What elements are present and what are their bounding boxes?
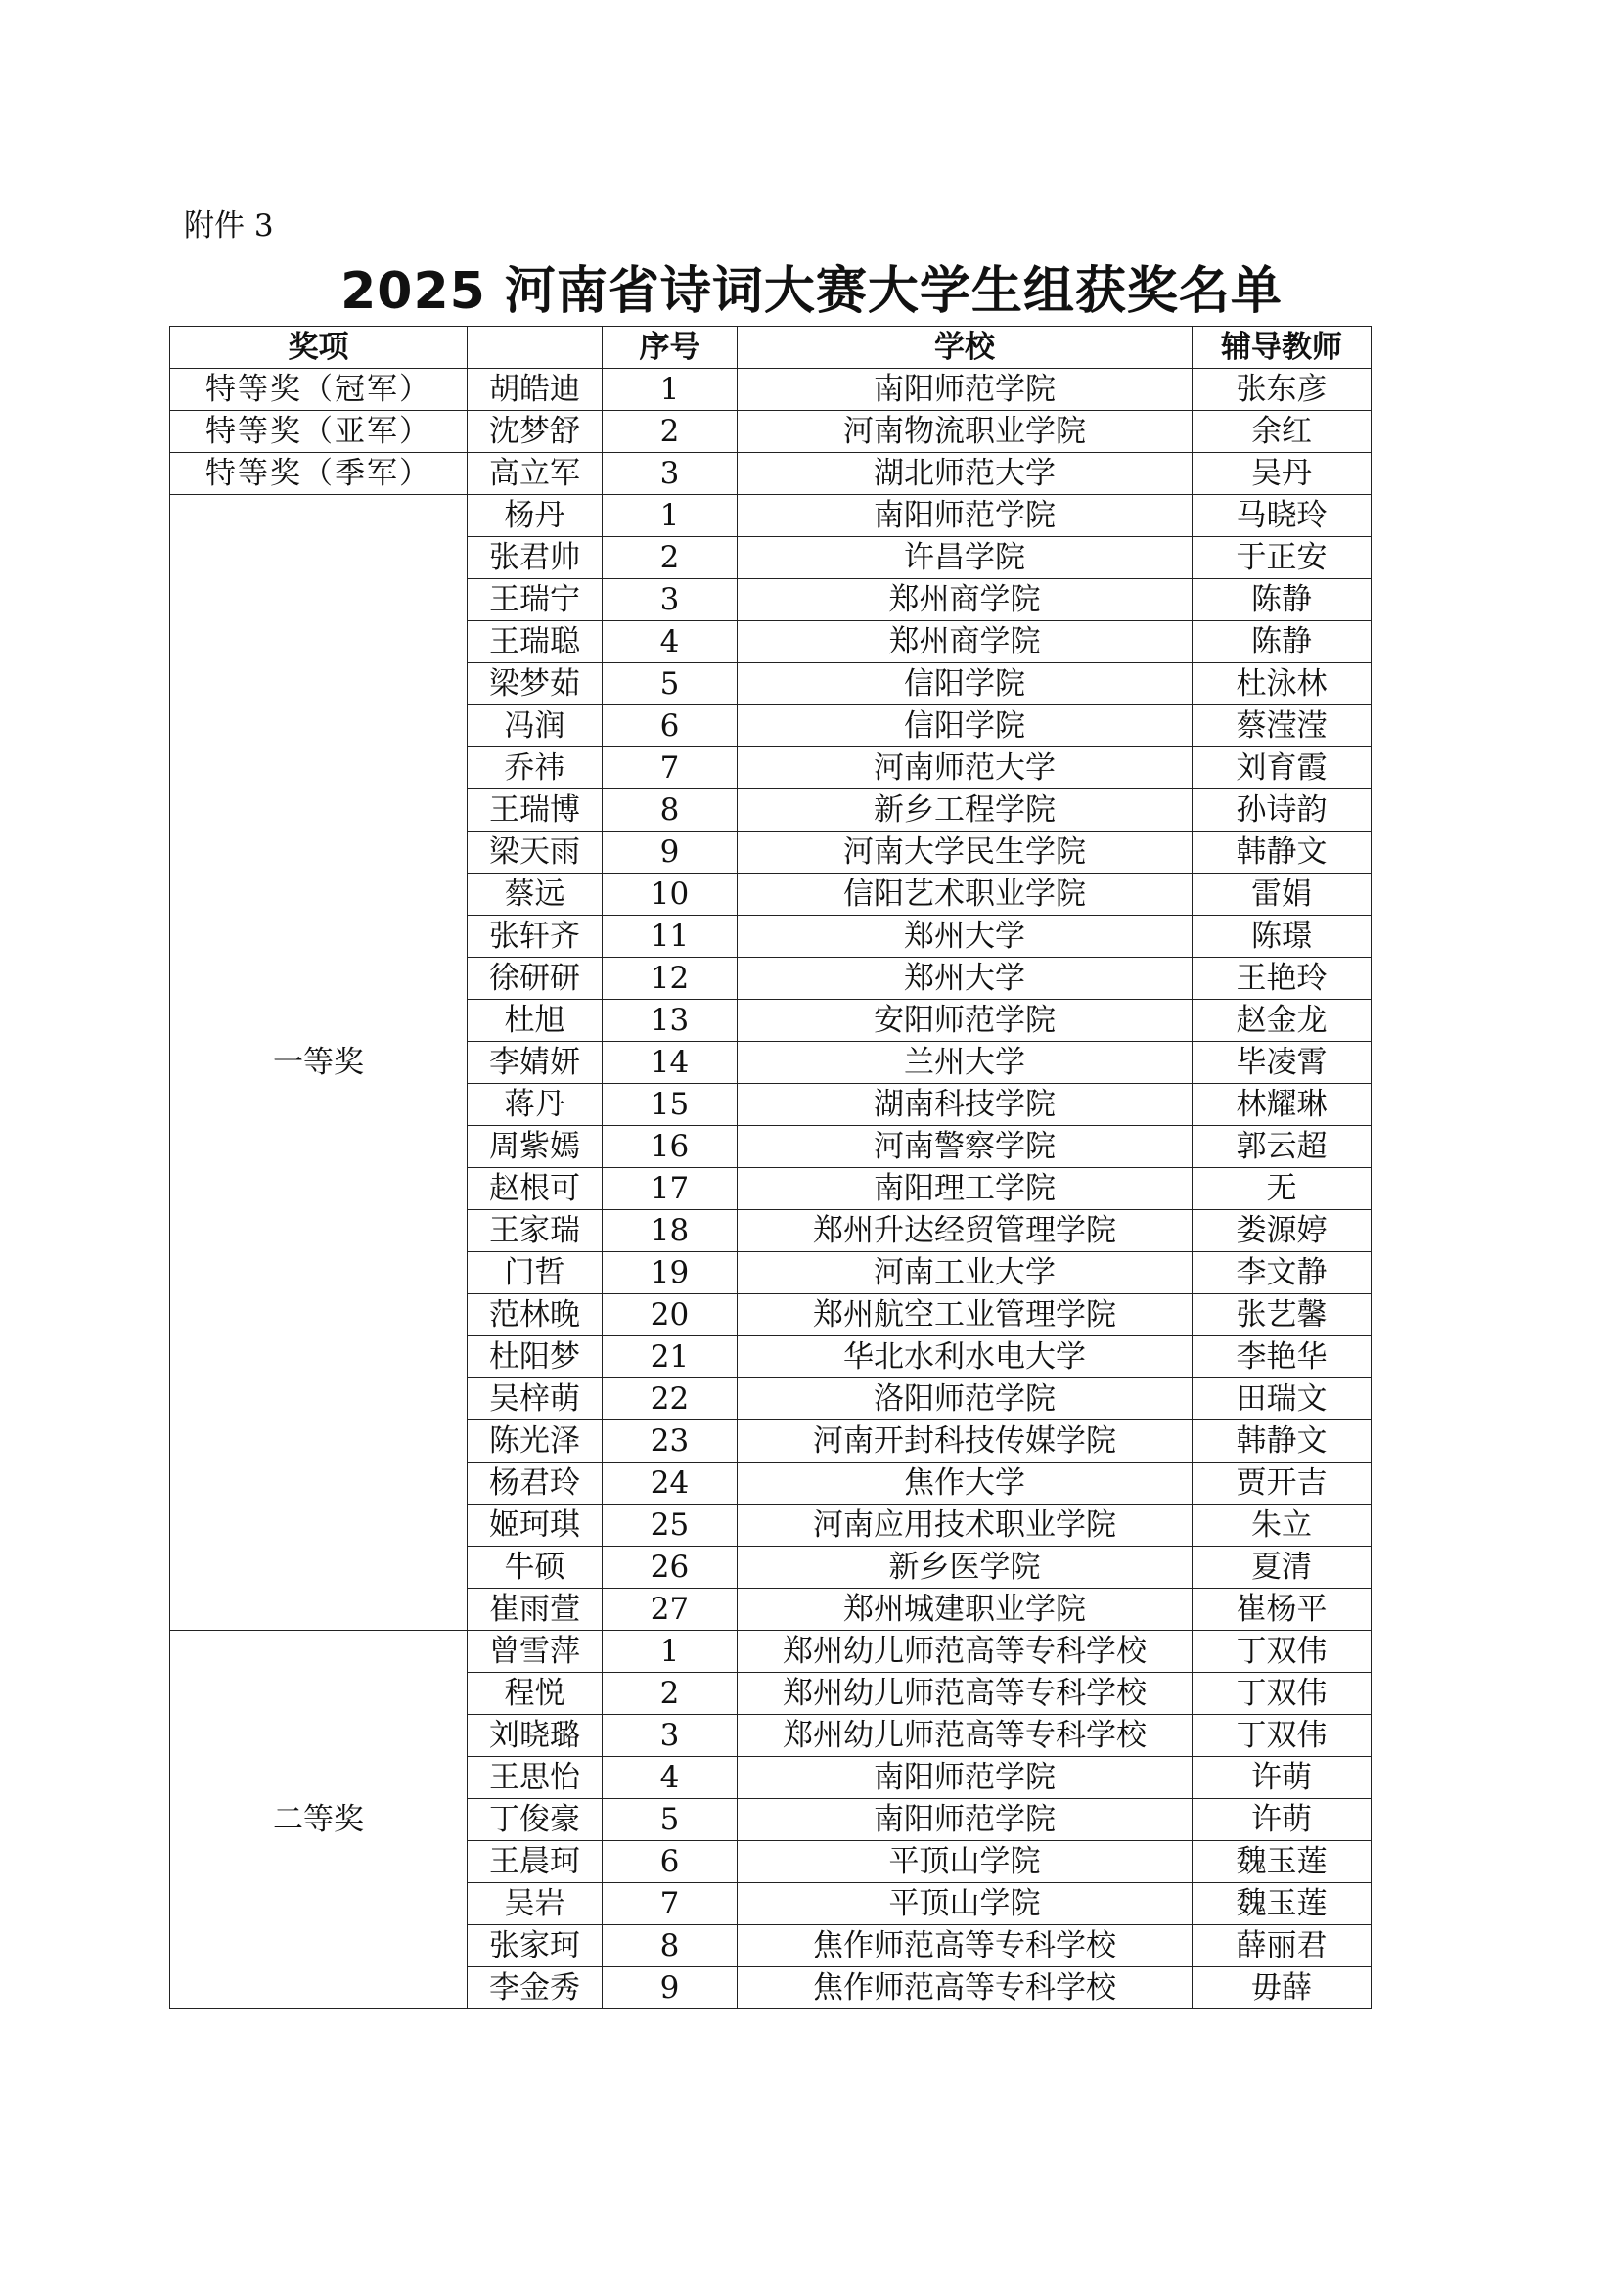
winner-name-cell: 蒋丹 [468, 1084, 603, 1126]
winner-name-cell: 赵根可 [468, 1168, 603, 1210]
award-cell: 二等奖 [170, 1631, 468, 2009]
teacher-cell: 丁双伟 [1193, 1715, 1372, 1757]
winner-name-cell: 蔡远 [468, 874, 603, 916]
winner-name-cell: 张家珂 [468, 1925, 603, 1967]
serial-number-cell: 1 [603, 1631, 738, 1673]
teacher-cell: 王艳玲 [1193, 958, 1372, 1000]
teacher-cell: 夏清 [1193, 1547, 1372, 1589]
serial-number-cell: 3 [603, 453, 738, 495]
winner-name-cell: 高立军 [468, 453, 603, 495]
serial-number-cell: 15 [603, 1084, 738, 1126]
table-row [170, 495, 1372, 537]
winner-name-cell: 王瑞聪 [468, 621, 603, 663]
serial-number-cell: 11 [603, 916, 738, 958]
school-cell: 郑州幼儿师范高等专科学校 [738, 1673, 1193, 1715]
serial-number-cell: 19 [603, 1252, 738, 1294]
school-cell: 安阳师范学院 [738, 1000, 1193, 1042]
school-cell: 郑州幼儿师范高等专科学校 [738, 1715, 1193, 1757]
teacher-cell: 丁双伟 [1193, 1631, 1372, 1673]
serial-number-cell: 4 [603, 1757, 738, 1799]
winner-name-cell: 崔雨萱 [468, 1589, 603, 1631]
serial-number-cell: 2 [603, 1673, 738, 1715]
school-cell: 焦作大学 [738, 1463, 1193, 1505]
awards-table [169, 326, 1372, 2009]
school-cell: 信阳艺术职业学院 [738, 874, 1193, 916]
table-body [170, 369, 1372, 2009]
school-cell: 河南师范大学 [738, 747, 1193, 789]
school-cell: 南阳师范学院 [738, 495, 1193, 537]
serial-number-cell: 2 [603, 537, 738, 579]
table-header-row [170, 327, 1372, 369]
teacher-cell: 韩静文 [1193, 1420, 1372, 1463]
teacher-cell: 林耀琳 [1193, 1084, 1372, 1126]
winner-name-cell: 杨君玲 [468, 1463, 603, 1505]
school-cell: 焦作师范高等专科学校 [738, 1925, 1193, 1967]
serial-number-cell: 6 [603, 705, 738, 747]
winner-name-cell: 杜阳梦 [468, 1336, 603, 1378]
serial-number-cell: 14 [603, 1042, 738, 1084]
teacher-cell: 贾开吉 [1193, 1463, 1372, 1505]
serial-number-cell: 8 [603, 789, 738, 832]
school-cell: 新乡医学院 [738, 1547, 1193, 1589]
winner-name-cell: 王瑞宁 [468, 579, 603, 621]
school-cell: 郑州升达经贸管理学院 [738, 1210, 1193, 1252]
serial-number-cell: 25 [603, 1505, 738, 1547]
school-cell: 平顶山学院 [738, 1883, 1193, 1925]
school-cell: 南阳师范学院 [738, 1757, 1193, 1799]
winner-name-cell: 丁俊豪 [468, 1799, 603, 1841]
winner-name-cell: 梁梦茹 [468, 663, 603, 705]
teacher-cell: 许萌 [1193, 1757, 1372, 1799]
school-cell: 南阳师范学院 [738, 369, 1193, 411]
award-cell: 特等奖（季军） [170, 453, 468, 495]
school-cell: 郑州商学院 [738, 621, 1193, 663]
winner-name-cell: 杨丹 [468, 495, 603, 537]
teacher-cell: 毕凌霄 [1193, 1042, 1372, 1084]
teacher-cell: 田瑞文 [1193, 1378, 1372, 1420]
winner-name-cell: 王思怡 [468, 1757, 603, 1799]
teacher-cell: 朱立 [1193, 1505, 1372, 1547]
header-name [468, 327, 603, 369]
teacher-cell: 魏玉莲 [1193, 1883, 1372, 1925]
school-cell: 郑州大学 [738, 958, 1193, 1000]
serial-number-cell: 9 [603, 832, 738, 874]
winner-name-cell: 张君帅 [468, 537, 603, 579]
school-cell: 河南大学民生学院 [738, 832, 1193, 874]
school-cell: 湖北师范大学 [738, 453, 1193, 495]
teacher-cell: 余红 [1193, 411, 1372, 453]
school-cell: 河南物流职业学院 [738, 411, 1193, 453]
serial-number-cell: 2 [603, 411, 738, 453]
teacher-cell: 赵金龙 [1193, 1000, 1372, 1042]
school-cell: 河南工业大学 [738, 1252, 1193, 1294]
teacher-cell: 毋薛 [1193, 1967, 1372, 2009]
header-school: 学校 [738, 327, 1193, 369]
teacher-cell: 雷娟 [1193, 874, 1372, 916]
teacher-cell: 陈静 [1193, 621, 1372, 663]
serial-number-cell: 8 [603, 1925, 738, 1967]
winner-name-cell: 沈梦舒 [468, 411, 603, 453]
school-cell: 信阳学院 [738, 705, 1193, 747]
school-cell: 兰州大学 [738, 1042, 1193, 1084]
winner-name-cell: 胡皓迪 [468, 369, 603, 411]
teacher-cell: 吴丹 [1193, 453, 1372, 495]
winner-name-cell: 牛硕 [468, 1547, 603, 1589]
winner-name-cell: 门哲 [468, 1252, 603, 1294]
teacher-cell: 马晓玲 [1193, 495, 1372, 537]
winner-name-cell: 李婧妍 [468, 1042, 603, 1084]
school-cell: 郑州大学 [738, 916, 1193, 958]
serial-number-cell: 21 [603, 1336, 738, 1378]
header-award: 奖项 [170, 327, 468, 369]
winner-name-cell: 吴岩 [468, 1883, 603, 1925]
winner-name-cell: 程悦 [468, 1673, 603, 1715]
teacher-cell: 陈静 [1193, 579, 1372, 621]
winner-name-cell: 吴梓萌 [468, 1378, 603, 1420]
school-cell: 郑州幼儿师范高等专科学校 [738, 1631, 1193, 1673]
school-cell: 湖南科技学院 [738, 1084, 1193, 1126]
serial-number-cell: 27 [603, 1589, 738, 1631]
teacher-cell: 崔杨平 [1193, 1589, 1372, 1631]
serial-number-cell: 7 [603, 1883, 738, 1925]
teacher-cell: 陈璟 [1193, 916, 1372, 958]
serial-number-cell: 1 [603, 369, 738, 411]
school-cell: 河南开封科技传媒学院 [738, 1420, 1193, 1463]
winner-name-cell: 冯润 [468, 705, 603, 747]
school-cell: 华北水利水电大学 [738, 1336, 1193, 1378]
serial-number-cell: 23 [603, 1420, 738, 1463]
winner-name-cell: 李金秀 [468, 1967, 603, 2009]
winner-name-cell: 王家瑞 [468, 1210, 603, 1252]
teacher-cell: 于正安 [1193, 537, 1372, 579]
serial-number-cell: 9 [603, 1967, 738, 2009]
table-row [170, 1631, 1372, 1673]
school-cell: 郑州航空工业管理学院 [738, 1294, 1193, 1336]
serial-number-cell: 24 [603, 1463, 738, 1505]
winner-name-cell: 刘晓璐 [468, 1715, 603, 1757]
teacher-cell: 蔡滢滢 [1193, 705, 1372, 747]
serial-number-cell: 13 [603, 1000, 738, 1042]
table-row [170, 411, 1372, 453]
header-no: 序号 [603, 327, 738, 369]
school-cell: 平顶山学院 [738, 1841, 1193, 1883]
teacher-cell: 娄源婷 [1193, 1210, 1372, 1252]
serial-number-cell: 6 [603, 1841, 738, 1883]
serial-number-cell: 5 [603, 1799, 738, 1841]
winner-name-cell: 杜旭 [468, 1000, 603, 1042]
teacher-cell: 李艳华 [1193, 1336, 1372, 1378]
attachment-label: 附件 3 [184, 208, 274, 244]
school-cell: 焦作师范高等专科学校 [738, 1967, 1193, 2009]
teacher-cell: 李文静 [1193, 1252, 1372, 1294]
winner-name-cell: 周紫嫣 [468, 1126, 603, 1168]
school-cell: 许昌学院 [738, 537, 1193, 579]
teacher-cell: 韩静文 [1193, 832, 1372, 874]
serial-number-cell: 5 [603, 663, 738, 705]
teacher-cell: 薛丽君 [1193, 1925, 1372, 1967]
serial-number-cell: 4 [603, 621, 738, 663]
serial-number-cell: 3 [603, 579, 738, 621]
winner-name-cell: 范林晚 [468, 1294, 603, 1336]
teacher-cell: 孙诗韵 [1193, 789, 1372, 832]
winner-name-cell: 徐研研 [468, 958, 603, 1000]
serial-number-cell: 16 [603, 1126, 738, 1168]
winner-name-cell: 王瑞博 [468, 789, 603, 832]
serial-number-cell: 26 [603, 1547, 738, 1589]
winner-name-cell: 曾雪萍 [468, 1631, 603, 1673]
page-title: 2025 河南省诗词大赛大学生组获奖名单 [340, 262, 1283, 321]
teacher-cell: 张艺馨 [1193, 1294, 1372, 1336]
teacher-cell: 张东彦 [1193, 369, 1372, 411]
teacher-cell: 丁双伟 [1193, 1673, 1372, 1715]
school-cell: 河南警察学院 [738, 1126, 1193, 1168]
teacher-cell: 郭云超 [1193, 1126, 1372, 1168]
serial-number-cell: 3 [603, 1715, 738, 1757]
teacher-cell: 刘育霞 [1193, 747, 1372, 789]
header-teacher: 辅导教师 [1193, 327, 1372, 369]
serial-number-cell: 20 [603, 1294, 738, 1336]
winner-name-cell: 姬珂琪 [468, 1505, 603, 1547]
school-cell: 郑州城建职业学院 [738, 1589, 1193, 1631]
table-row [170, 369, 1372, 411]
teacher-cell: 杜泳林 [1193, 663, 1372, 705]
winner-name-cell: 张轩齐 [468, 916, 603, 958]
school-cell: 新乡工程学院 [738, 789, 1193, 832]
teacher-cell: 许萌 [1193, 1799, 1372, 1841]
school-cell: 洛阳师范学院 [738, 1378, 1193, 1420]
table-row [170, 453, 1372, 495]
school-cell: 南阳理工学院 [738, 1168, 1193, 1210]
serial-number-cell: 17 [603, 1168, 738, 1210]
school-cell: 南阳师范学院 [738, 1799, 1193, 1841]
serial-number-cell: 22 [603, 1378, 738, 1420]
award-cell: 一等奖 [170, 495, 468, 1631]
school-cell: 河南应用技术职业学院 [738, 1505, 1193, 1547]
winner-name-cell: 陈光泽 [468, 1420, 603, 1463]
serial-number-cell: 12 [603, 958, 738, 1000]
serial-number-cell: 7 [603, 747, 738, 789]
serial-number-cell: 10 [603, 874, 738, 916]
school-cell: 信阳学院 [738, 663, 1193, 705]
award-cell: 特等奖（冠军） [170, 369, 468, 411]
teacher-cell: 无 [1193, 1168, 1372, 1210]
serial-number-cell: 18 [603, 1210, 738, 1252]
award-cell: 特等奖（亚军） [170, 411, 468, 453]
winner-name-cell: 王晨珂 [468, 1841, 603, 1883]
serial-number-cell: 1 [603, 495, 738, 537]
winner-name-cell: 乔祎 [468, 747, 603, 789]
school-cell: 郑州商学院 [738, 579, 1193, 621]
teacher-cell: 魏玉莲 [1193, 1841, 1372, 1883]
winner-name-cell: 梁天雨 [468, 832, 603, 874]
